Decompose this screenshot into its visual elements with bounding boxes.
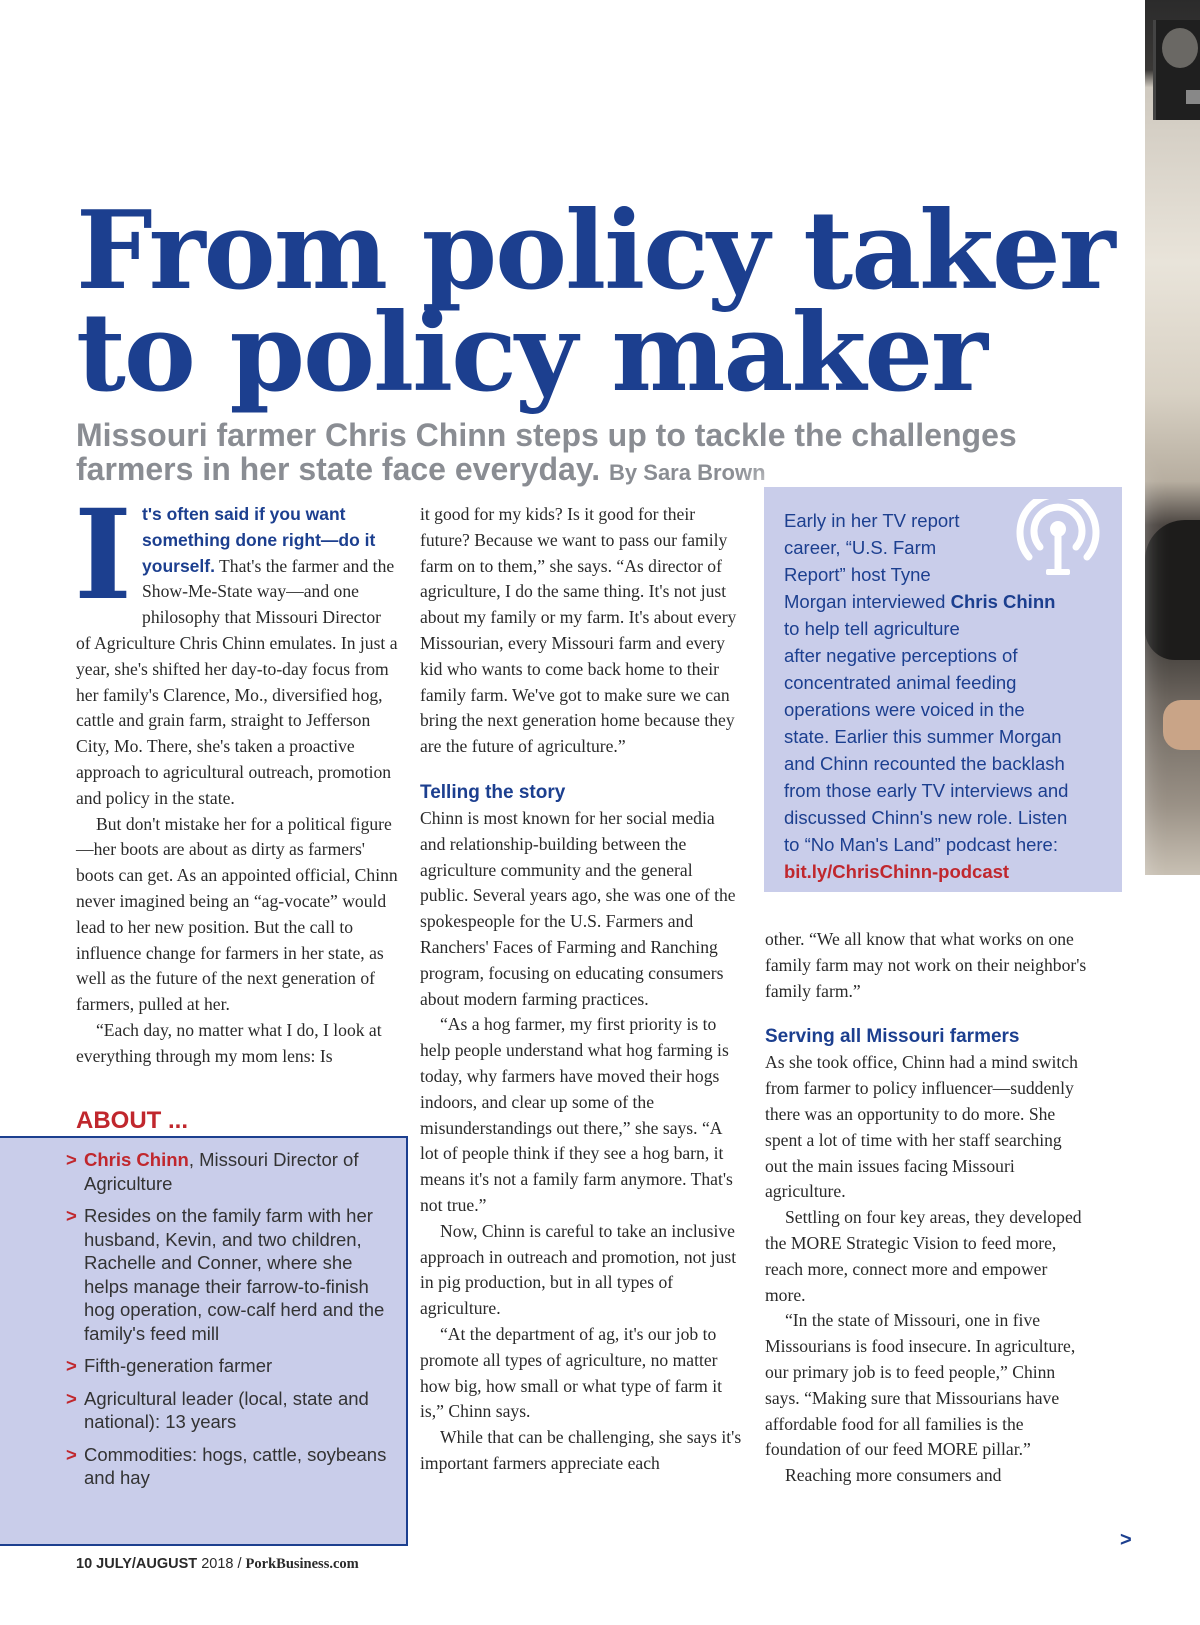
podcast-line: concentrated animal feeding xyxy=(784,672,1017,693)
body-paragraph: “At the department of ag, it's our job to promote all types of agriculture, no matter how big, how small or what type of farm it is,” Chinn says. xyxy=(420,1323,722,1422)
podcast-line: to “No Man's Land” podcast here: xyxy=(784,834,1058,855)
body-paragraph: Chinn is most known for her social media and relationship-building between the agriculture community and the general public. Several years ago, she was one of the spokespeople for the U.S. Farmers and Ranchers' Faces of Farming and Ranching program, focusing on educating consumers about modern farming practices. xyxy=(420,807,736,1009)
folio-separator: / xyxy=(237,1556,242,1572)
lede-bold-text: t's often said if you want something done right—do it yourself. xyxy=(142,504,376,576)
chevron-right-icon: > xyxy=(66,1205,77,1226)
podcast-line: discussed Chinn's new role. Listen xyxy=(784,807,1068,828)
podcast-sidebar xyxy=(764,487,1122,892)
subhead-serving-all-missouri-farmers: Serving all Missouri farmers xyxy=(765,1026,1020,1048)
podcast-guest-name: Chris Chinn xyxy=(950,591,1056,612)
byline: By Sara Brown xyxy=(609,460,766,485)
article-headline: From policy taker to policy maker xyxy=(76,188,1114,416)
podcast-icon xyxy=(1016,499,1100,583)
person-shoulder-shape xyxy=(1145,520,1200,660)
body-paragraph: “Each day, no matter what I do, I look at everything through my mom lens: Is xyxy=(76,1019,382,1066)
framed-portrait-image xyxy=(1153,20,1200,120)
list-item xyxy=(66,1443,388,1490)
about-name: Chris Chinn xyxy=(84,1149,189,1170)
about-heading: ABOUT ... xyxy=(76,1107,188,1134)
chevron-right-icon: > xyxy=(66,1387,77,1409)
podcast-link[interactable]: bit.ly/ChrisChinn-podcast xyxy=(784,861,1010,882)
article-column-2 xyxy=(420,502,742,1477)
body-paragraph: “In the state of Missouri, one in five Missourians is food insecure. In agriculture, our primary job is to feed people,” Chinn says. “Making sure that Missourians have affordable food for all families is the foundation of our feed MORE pillar.” xyxy=(765,1310,1076,1460)
portrait-face-shape xyxy=(1162,28,1198,68)
podcast-line: from those early TV interviews and xyxy=(784,780,1069,801)
body-paragraph: “As a hog farmer, my first priority is to help people understand what hog farming is today, why farmers have moved their hogs indoors, and clear up some of the misunderstandings out there,” she says. “A lot of people think if they see a hog barn, it means it's not a family farm anymore. That's not true.” xyxy=(420,1014,733,1215)
podcast-line: Early in her TV report xyxy=(784,510,960,531)
body-paragraph: it good for my kids? Is it good for their future? Because we want to pass our family farm on to them,” she says. “As director of agriculture, I do the same thing. It's not just about my family or my farm. It's about every Missourian, every Missouri farm and every kid who wants to come back home to their family farm. We've got to make sure we can bring the next generation home because they are the future of agriculture.” xyxy=(420,504,737,757)
article-column-3 xyxy=(765,927,1087,1489)
podcast-line: operations were voiced in the xyxy=(784,699,1025,720)
issue-year: 2018 xyxy=(201,1556,234,1572)
body-paragraph: Reaching more consumers and xyxy=(785,1465,1002,1486)
body-paragraph: Settling on four key areas, they developed the MORE Strategic Vision to feed more, reach more, connect more and empower more. xyxy=(765,1207,1082,1305)
chevron-right-icon: > xyxy=(66,1355,77,1376)
body-paragraph: other. “We all know that what works on one family farm may not work on their neighbor's family farm.” xyxy=(765,929,1087,1001)
drop-cap: I xyxy=(74,483,133,628)
about-item-text: , Missouri Director of Agriculture xyxy=(84,1149,359,1194)
body-paragraph: Now, Chinn is careful to take an inclusive approach in outreach and promotion, not just in pig production, but in all types of agriculture. xyxy=(420,1220,737,1319)
lede-paragraph xyxy=(74,483,398,812)
list-item xyxy=(66,1354,388,1378)
continue-arrow-icon: > xyxy=(1120,1529,1132,1551)
subhead-telling-the-story: Telling the story xyxy=(420,781,566,803)
side-photo xyxy=(1145,0,1200,875)
list-item xyxy=(66,1387,388,1434)
list-item xyxy=(66,1204,388,1345)
podcast-line-text: Morgan interviewed xyxy=(784,591,951,612)
body-paragraph: But don't mistake her for a political figure—her boots are about as dirty as farmers' boots can get. As an appointed official, Chinn never imagined being an “ag-vocate” would lead to her new position. But the call to influence change for farmers in her state, as well as the future of the next generation of farmers, pulled at her. xyxy=(76,813,398,1015)
page-number: 10 xyxy=(76,1556,93,1572)
portrait-caption-shape xyxy=(1186,90,1200,104)
lede-rest-text: That's the farmer and the Show-Me-State way—and one philosophy that Missouri Director of Agriculture Chris Chinn emulates. In just a year, she's shifted her day-to-day focus from her family's Clarence, Mo., diversified hog, cattle and grain farm, straight to Jefferson City, Mo. There, she's taken a proactive approach to agricultural outreach, promotion and policy in the state. xyxy=(76,555,398,808)
about-item-text: Agricultural leader (local, state and national): 13 years xyxy=(84,1387,369,1432)
podcast-line: Report” host Tyne xyxy=(784,564,931,585)
body-paragraph: As she took office, Chinn had a mind switch from farmer to policy influencer—suddenly there was an opportunity to do more. She spent a lot of time with her staff searching out the main issues facing Missouri agriculture. xyxy=(765,1052,1078,1202)
podcast-line: state. Earlier this summer Morgan xyxy=(784,726,1062,747)
podcast-line: career, “U.S. Farm xyxy=(784,537,937,558)
about-item-text: Fifth-generation farmer xyxy=(84,1355,273,1376)
body-paragraph: While that can be challenging, she says it's important farmers appreciate each xyxy=(420,1427,742,1473)
about-list xyxy=(66,1148,388,1490)
about-item-text: Commodities: hogs, cattle, soybeans and hay xyxy=(84,1443,387,1488)
article-deck xyxy=(76,418,1096,490)
about-item-text: Resides on the family farm with her husband, Kevin, and two children, Rachelle and Conner, where she helps manage their farrow-to-finish hog operation, cow-calf herd and the family's feed mill xyxy=(84,1205,385,1344)
site-name: PorkBusiness.com xyxy=(245,1556,359,1572)
article-column-1 xyxy=(74,483,398,1070)
person-hand-shape xyxy=(1163,700,1200,750)
podcast-line: to help tell agriculture xyxy=(784,618,960,639)
podcast-line xyxy=(784,588,1104,615)
podcast-line: and Chinn recounted the backlash xyxy=(784,753,1065,774)
list-item xyxy=(66,1148,388,1195)
issue-month: JULY/AUGUST xyxy=(96,1556,198,1572)
chevron-right-icon: > xyxy=(66,1149,77,1170)
page-folio xyxy=(76,1556,359,1573)
podcast-line: after negative perceptions of xyxy=(784,645,1018,666)
chevron-right-icon: > xyxy=(66,1443,77,1465)
deck-text: Missouri farmer Chris Chinn steps up to tackle the challenges farmers in her state face everyday. xyxy=(76,417,1017,487)
about-box xyxy=(0,1136,408,1546)
